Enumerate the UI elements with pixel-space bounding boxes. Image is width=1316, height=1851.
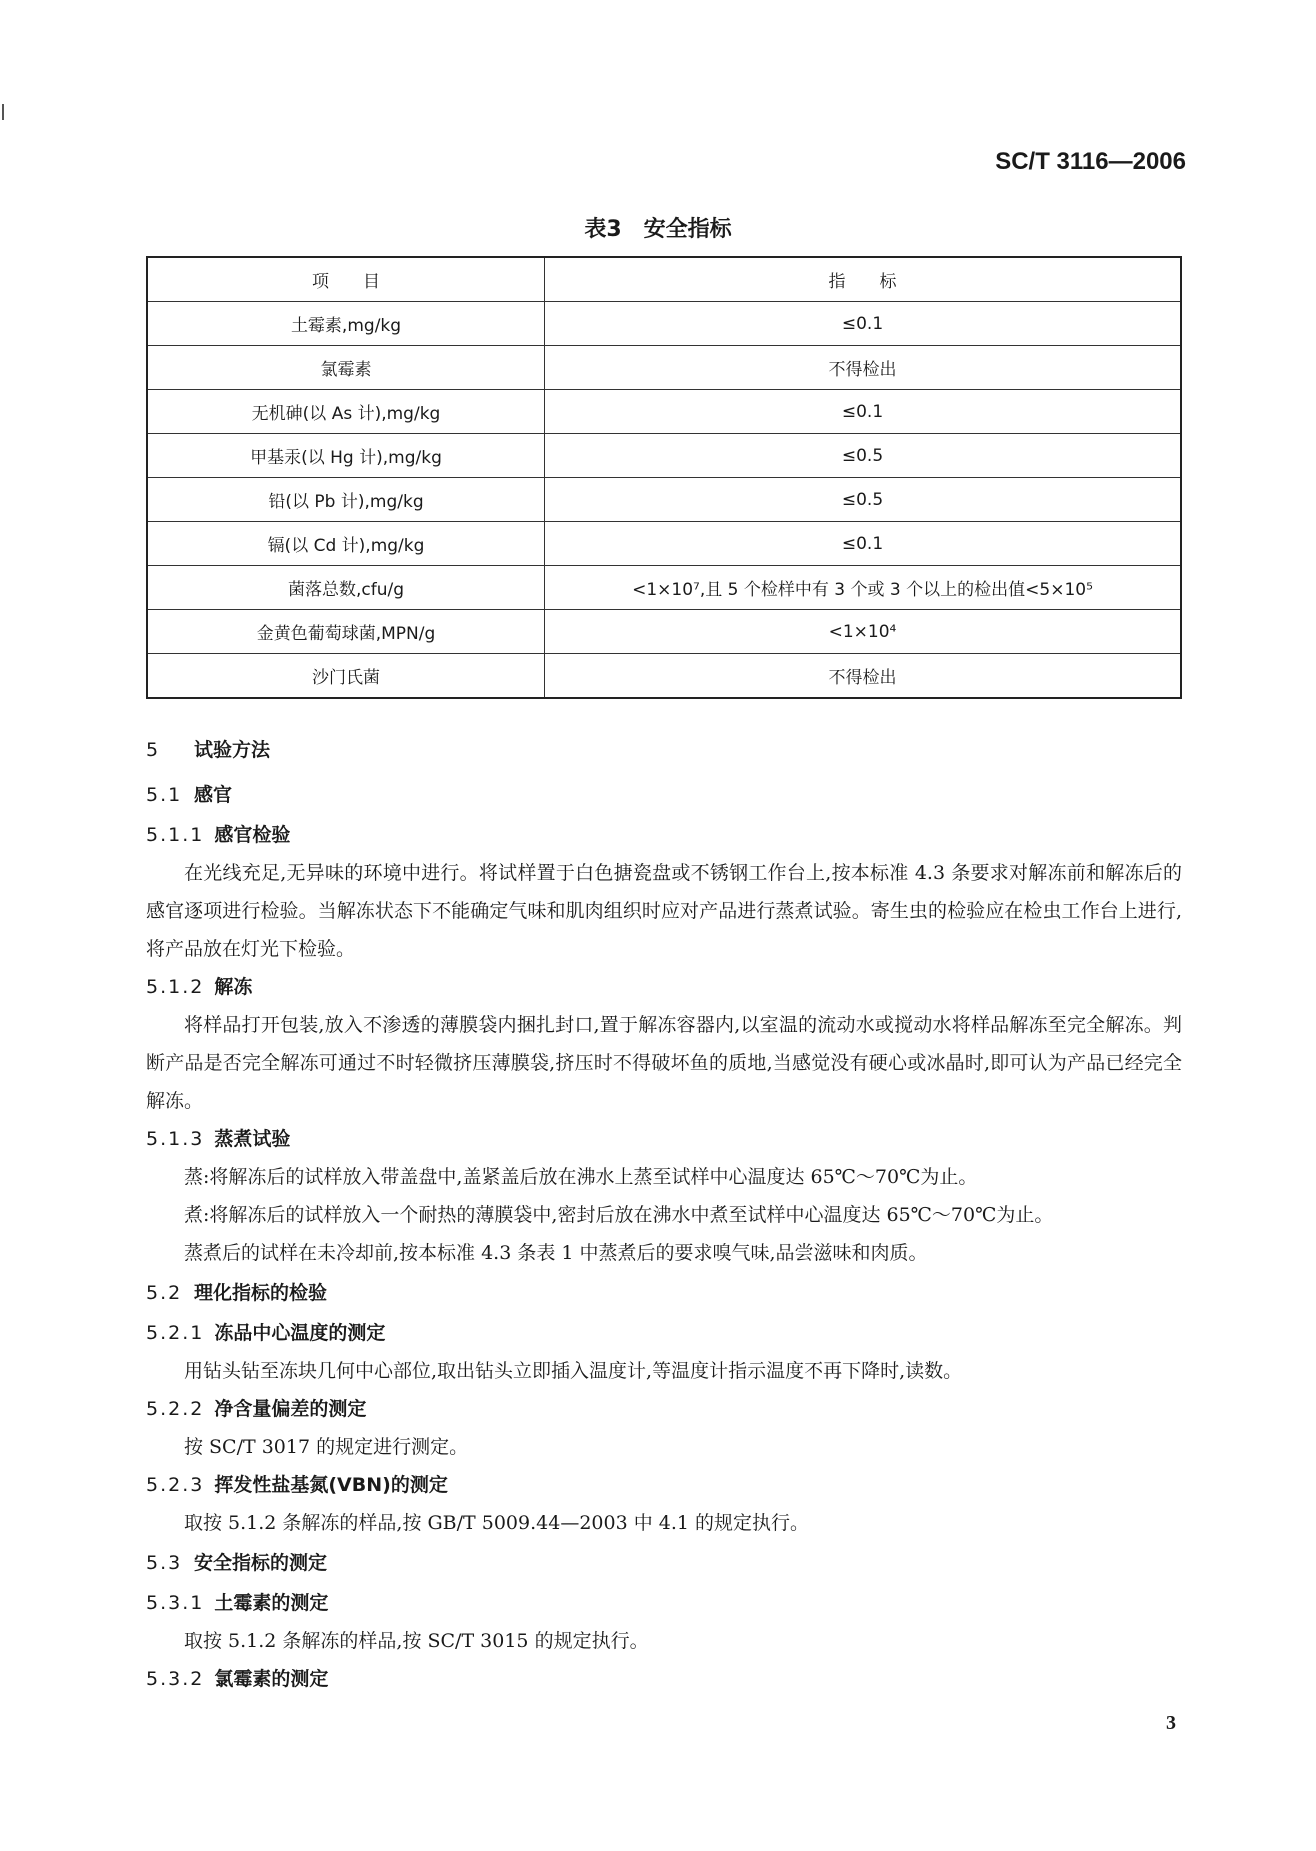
paragraph-thawing: 将样品打开包装,放入不渗透的薄膜袋内捆扎封口,置于解冻容器内,以室温的流动水或搅动水将样品解冻至完全解冻。判断产品是否完全解冻可通过不时轻微挤压薄膜袋,挤压时不得破坏鱼的质地,当感觉没有硬心或冰晶时,即可认为产品已经完全解冻。 <box>146 1014 1182 1112</box>
section-number: 5.3.1 <box>146 1592 205 1614</box>
section-heading-5-2-2 <box>146 1390 1182 1428</box>
table-header-row <box>147 257 1181 302</box>
paragraph-sensory-inspection: 在光线充足,无异味的环境中进行。将试样置于白色搪瓷盘或不锈钢工作台上,按本标准 4.3 条要求对解冻前和解冻后的感官逐项进行检验。当解冻状态下不能确定气味和肌肉组织时应对产品进行蒸煮试验。寄生虫的检验应在检虫工作台上进行,将产品放在灯光下检验。 <box>146 862 1182 960</box>
section-title: 冻品中心温度的测定 <box>214 1322 386 1344</box>
section-number: 5.1.1 <box>146 824 205 846</box>
paragraph-steaming: 蒸:将解冻后的试样放入带盖盘中,盖紧盖后放在沸水上蒸至试样中心温度达 65℃～70℃为止。 <box>184 1166 978 1188</box>
section-heading-5-3-2 <box>146 1660 1182 1698</box>
table-cell-item: 镉(以 Cd 计),mg/kg <box>147 522 545 566</box>
section-heading-5-2 <box>146 1272 1182 1314</box>
section-title: 理化指标的检验 <box>194 1282 328 1304</box>
section-title: 试验方法 <box>194 739 271 761</box>
paragraph-vbn: 取按 5.1.2 条解冻的样品,按 GB/T 5009.44—2003 中 4.1 的规定执行。 <box>184 1512 810 1534</box>
table-cell-value: 不得检出 <box>545 654 1182 699</box>
section-title: 氯霉素的测定 <box>214 1668 329 1690</box>
scan-margin-mark <box>2 104 4 120</box>
section-title: 感官检验 <box>214 824 291 846</box>
section-heading-5-1-1 <box>146 816 1182 854</box>
section-number: 5.1.2 <box>146 976 205 998</box>
table-cell-item: 土霉素,mg/kg <box>147 302 545 346</box>
section-number: 5.2.2 <box>146 1398 205 1420</box>
table-row <box>147 302 1181 346</box>
paragraph-core-temperature: 用钻头钻至冻块几何中心部位,取出钻头立即插入温度计,等温度计指示温度不再下降时,读数。 <box>184 1360 963 1382</box>
section-heading-5-3-1 <box>146 1584 1182 1622</box>
table-row <box>147 434 1181 478</box>
page-number: 3 <box>1166 1712 1176 1734</box>
paragraph-cooked-evaluation: 蒸煮后的试样在未冷却前,按本标准 4.3 条表 1 中蒸煮后的要求嗅气味,品尝滋味和肉质。 <box>184 1242 928 1264</box>
table-row <box>147 478 1181 522</box>
section-title: 土霉素的测定 <box>214 1592 329 1614</box>
safety-index-table <box>146 256 1182 699</box>
table-row <box>147 610 1181 654</box>
section-number: 5.1 <box>146 784 183 806</box>
table-cell-value: ≤0.1 <box>545 302 1182 346</box>
table-cell-value: ≤0.1 <box>545 390 1182 434</box>
section-title: 蒸煮试验 <box>214 1128 291 1150</box>
section-number: 5 <box>146 739 161 761</box>
section-number: 5.2.1 <box>146 1322 205 1344</box>
table-cell-item: 沙门氏菌 <box>147 654 545 699</box>
section-heading-5-1-2 <box>146 968 1182 1006</box>
table-cell-item: 铅(以 Pb 计),mg/kg <box>147 478 545 522</box>
section-heading-5-2-3 <box>146 1466 1182 1504</box>
column-header-index: 指 标 <box>545 257 1182 302</box>
section-number: 5.2.3 <box>146 1474 205 1496</box>
section-number: 5.3 <box>146 1552 183 1574</box>
table-row <box>147 346 1181 390</box>
section-title: 安全指标的测定 <box>194 1552 328 1574</box>
table-cell-value: ≤0.5 <box>545 434 1182 478</box>
section-number: 5.2 <box>146 1282 183 1304</box>
section-heading-5-2-1 <box>146 1314 1182 1352</box>
table-cell-value: <1×10⁷,且 5 个检样中有 3 个或 3 个以上的检出值<5×10⁵ <box>545 566 1182 610</box>
table-cell-item: 金黄色葡萄球菌,MPN/g <box>147 610 545 654</box>
table-cell-item: 菌落总数,cfu/g <box>147 566 545 610</box>
table-row <box>147 522 1181 566</box>
section-title: 挥发性盐基氮(VBN)的测定 <box>214 1474 448 1496</box>
document-body <box>146 726 1182 1698</box>
table-cell-value: ≤0.1 <box>545 522 1182 566</box>
section-title: 感官 <box>194 784 233 806</box>
table-cell-item: 无机砷(以 As 计),mg/kg <box>147 390 545 434</box>
table-row <box>147 566 1181 610</box>
section-heading-5-1-3 <box>146 1120 1182 1158</box>
standard-code: SC/T 3116—2006 <box>995 148 1186 175</box>
section-number: 5.1.3 <box>146 1128 205 1150</box>
column-header-item: 项 目 <box>147 257 545 302</box>
table-cell-value: <1×10⁴ <box>545 610 1182 654</box>
table-cell-item: 氯霉素 <box>147 346 545 390</box>
paragraph-oxytetracycline: 取按 5.1.2 条解冻的样品,按 SC/T 3015 的规定执行。 <box>184 1630 649 1652</box>
table-cell-value: ≤0.5 <box>545 478 1182 522</box>
section-heading-5 <box>146 726 1182 774</box>
table-cell-item: 甲基汞(以 Hg 计),mg/kg <box>147 434 545 478</box>
table-row <box>147 654 1181 699</box>
table-cell-value: 不得检出 <box>545 346 1182 390</box>
section-title: 净含量偏差的测定 <box>214 1398 367 1420</box>
section-number: 5.3.2 <box>146 1668 205 1690</box>
table-title: 表3 安全指标 <box>584 217 732 242</box>
section-heading-5-3 <box>146 1542 1182 1584</box>
table-row <box>147 390 1181 434</box>
section-title: 解冻 <box>214 976 253 998</box>
paragraph-boiling: 煮:将解冻后的试样放入一个耐热的薄膜袋中,密封后放在沸水中煮至试样中心温度达 65℃～70℃为止。 <box>184 1204 1054 1226</box>
section-heading-5-1 <box>146 774 1182 816</box>
paragraph-net-content: 按 SC/T 3017 的规定进行测定。 <box>184 1436 469 1458</box>
